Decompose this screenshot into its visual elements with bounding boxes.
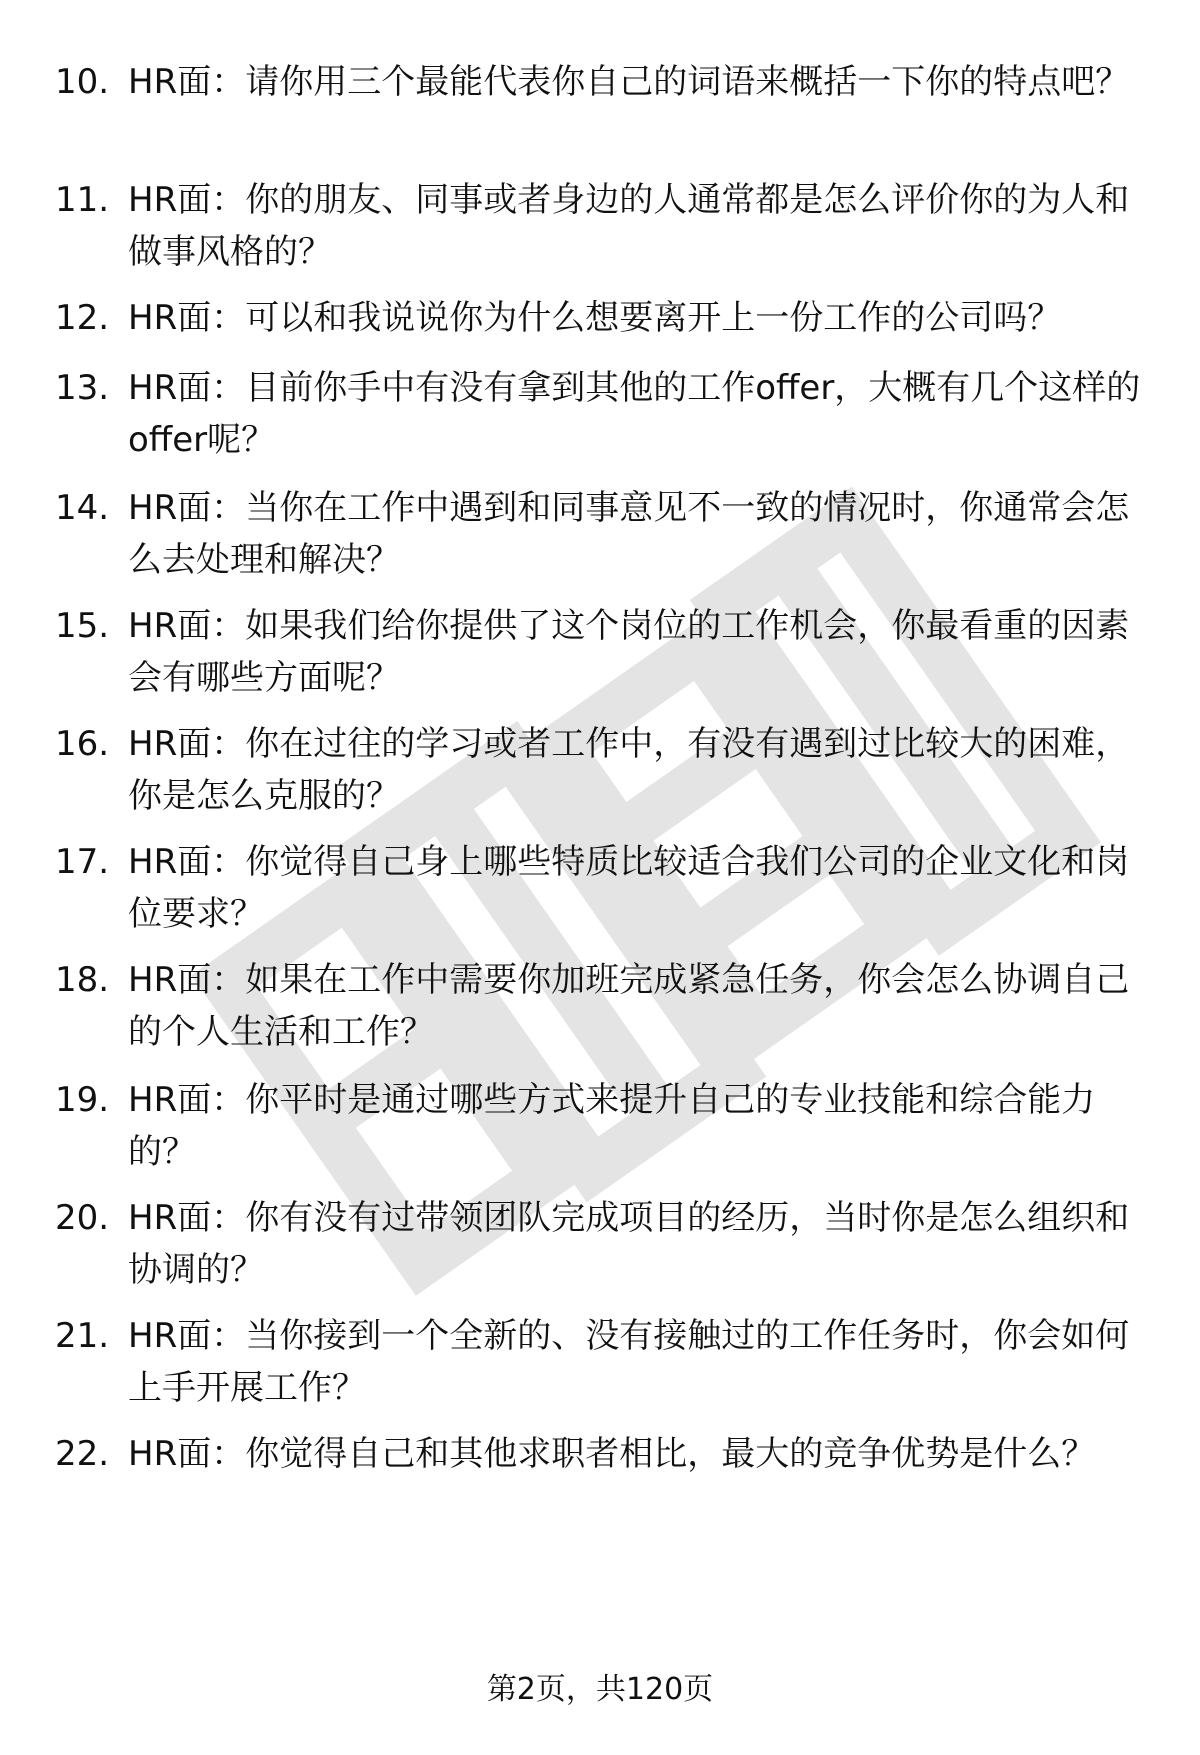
question-number: 16. <box>55 724 110 764</box>
question-number: 12. <box>55 298 110 338</box>
question-text: HR面：你有没有过带领团队完成项目的经历，当时你是怎么组织和协调的？ <box>128 1198 1130 1290</box>
question-text: HR面：当你接到一个全新的、没有接触过的工作任务时，你会如何上手开展工作？ <box>128 1316 1130 1408</box>
question-text: HR面：你平时是通过哪些方式来提升自己的专业技能和综合能力的？ <box>128 1080 1096 1172</box>
question-number: 17. <box>55 842 110 882</box>
question-text: HR面：目前你手中有没有拿到其他的工作offer，大概有几个这样的offer呢？ <box>128 368 1141 460</box>
question-number: 18. <box>55 960 110 1000</box>
question-number: 10. <box>55 62 110 102</box>
question-text: HR面：如果我们给你提供了这个岗位的工作机会，你最看重的因素会有哪些方面呢？ <box>128 606 1130 698</box>
question-number: 11. <box>55 180 110 220</box>
question-number: 14. <box>55 488 110 528</box>
question-text: HR面：请你用三个最能代表你自己的词语来概括一下你的特点吧？ <box>128 62 1130 102</box>
question-text: HR面：可以和我说说你为什么想要离开上一份工作的公司吗？ <box>128 298 1062 338</box>
question-number: 22. <box>55 1434 110 1474</box>
question-number: 15. <box>55 606 110 646</box>
question-text: HR面：你的朋友、同事或者身边的人通常都是怎么评价你的为人和做事风格的？ <box>128 180 1130 272</box>
question-text: HR面：如果在工作中需要你加班完成紧急任务，你会怎么协调自己的个人生活和工作？ <box>128 960 1130 1052</box>
question-number: 20. <box>55 1198 110 1238</box>
question-text: HR面：你觉得自己身上哪些特质比较适合我们公司的企业文化和岗位要求？ <box>128 842 1130 934</box>
question-text: HR面：当你在工作中遇到和同事意见不一致的情况时，你通常会怎么去处理和解决？ <box>128 488 1130 580</box>
question-number: 19. <box>55 1080 110 1120</box>
question-text: HR面：你觉得自己和其他求职者相比，最大的竞争优势是什么？ <box>128 1434 1096 1474</box>
question-number: 13. <box>55 368 110 408</box>
question-number: 21. <box>55 1316 110 1356</box>
page-footer: 第2页，共120页 <box>486 1672 714 1707</box>
question-text: HR面：你在过往的学习或者工作中，有没有遇到过比较大的困难，你是怎么克服的？ <box>128 724 1130 816</box>
